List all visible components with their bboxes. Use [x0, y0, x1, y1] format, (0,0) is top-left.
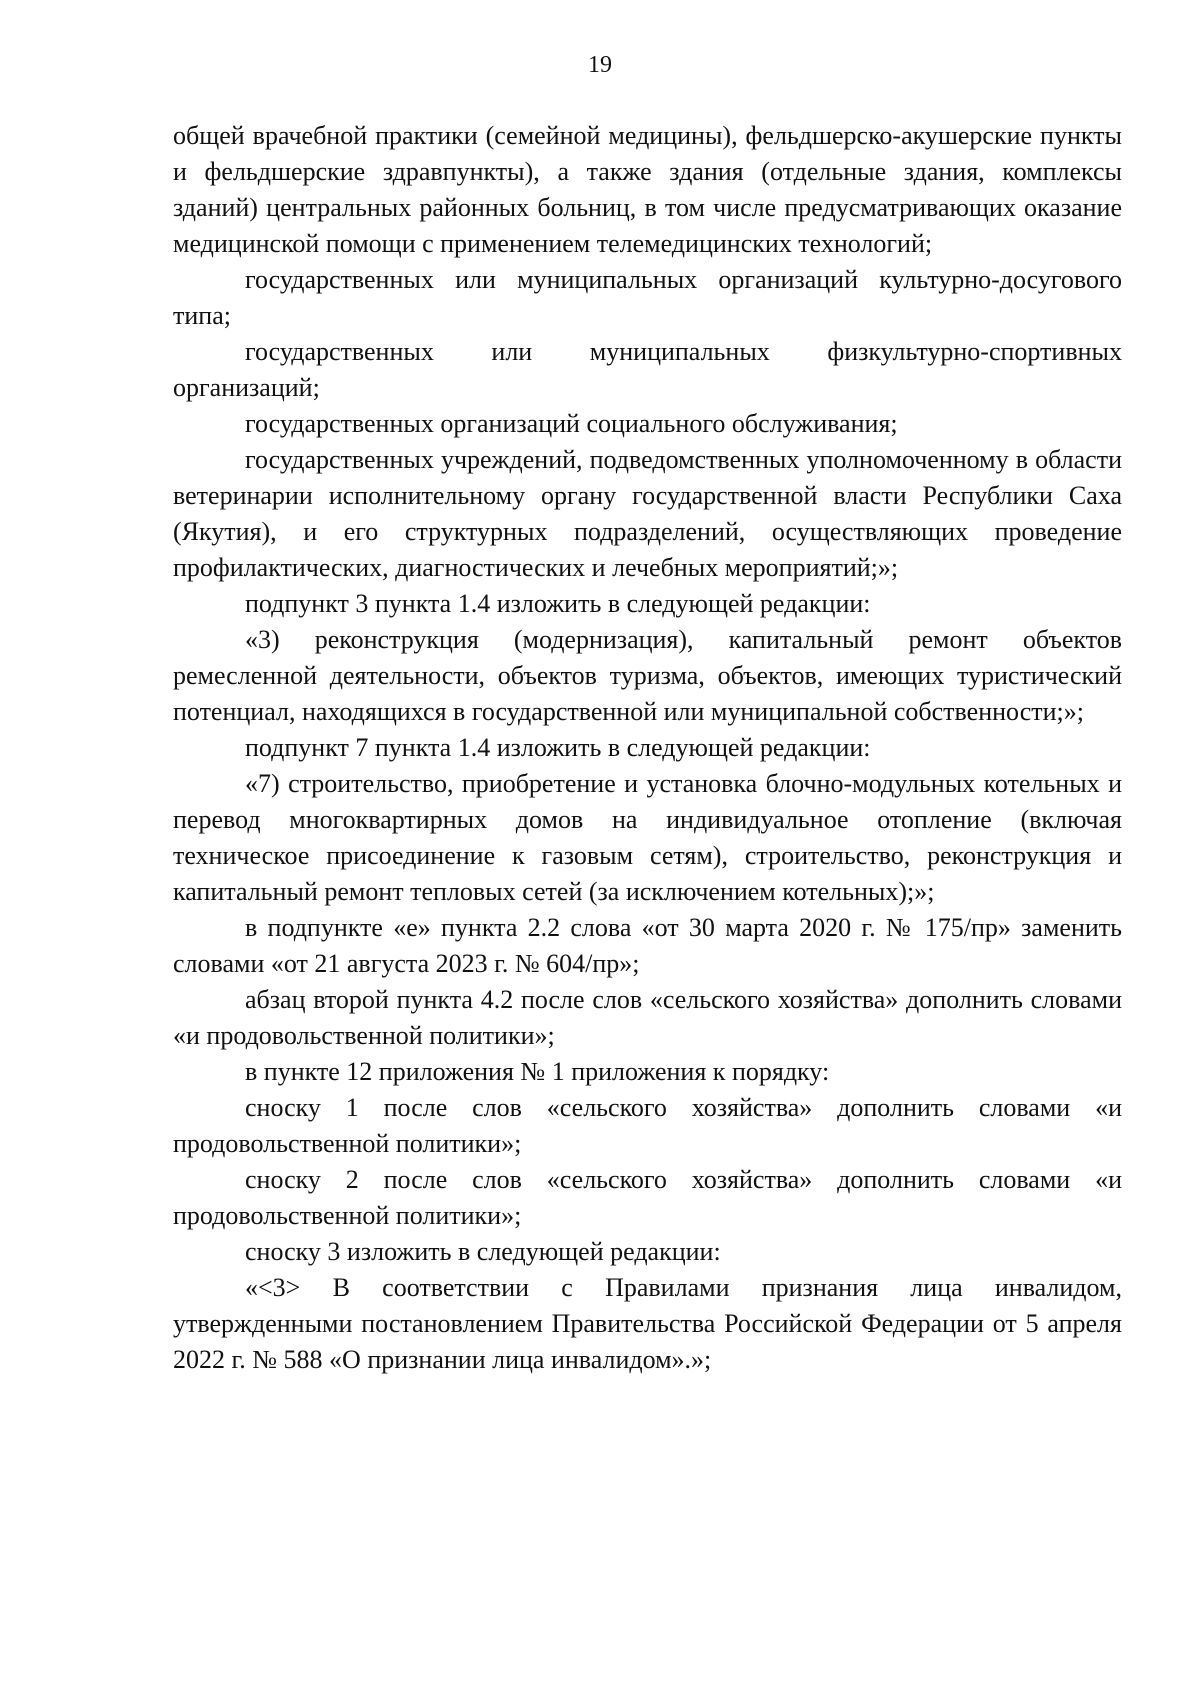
paragraph: государственных или муниципальных организаций культурно-досугового типа; [173, 265, 1122, 330]
document-body [173, 118, 1122, 1378]
paragraph: государственных организаций социального обслуживания; [245, 409, 898, 438]
paragraph: государственных или муниципальных физкультурно-спортивных организаций; [173, 337, 1122, 402]
paragraph: сноску 2 после слов «сельского хозяйства» дополнить словами «и продовольственной политики»; [173, 1165, 1122, 1230]
paragraph: «3) реконструкция (модернизация), капитальный ремонт объектов ремесленной деятельности, объектов туризма, объектов, имеющих туристический потенциал, находящихся в государственной или муниципальной собственности;»; [173, 625, 1122, 726]
paragraph: сноску 3 изложить в следующей редакции: [245, 1237, 721, 1266]
paragraph: абзац второй пункта 4.2 после слов «сельского хозяйства» дополнить словами «и продовольственной политики»; [173, 985, 1122, 1050]
paragraph: подпункт 3 пункта 1.4 изложить в следующей редакции: [245, 589, 871, 618]
paragraph: государственных учреждений, подведомственных уполномоченному в области ветеринарии исполнительному органу государственной власти Республики Саха (Якутия), и его структурных подразделений, осуществляющих проведение профилактических, диагностических и лечебных мероприятий;»; [173, 445, 1122, 582]
paragraph-continuation: общей врачебной практики (семейной медицины), фельдшерско-акушерские пункты и фельдшерские здравпункты), а также здания (отдельные здания, комплексы зданий) центральных районных больниц, в том числе предусматривающих оказание медицинской помощи с применением телемедицинских технологий; [173, 121, 1122, 258]
paragraph: подпункт 7 пункта 1.4 изложить в следующей редакции: [245, 733, 871, 762]
paragraph: «<3> В соответствии с Правилами признания лица инвалидом, утвержденными постановлением Правительства Российской Федерации от 5 апреля 2022 г. № 588 «О признании лица инвалидом».»; [173, 1273, 1122, 1374]
paragraph: в пункте 12 приложения № 1 приложения к порядку: [245, 1057, 830, 1086]
paragraph: сноску 1 после слов «сельского хозяйства» дополнить словами «и продовольственной политики»; [173, 1093, 1122, 1158]
paragraph: в подпункте «е» пункта 2.2 слова «от 30 марта 2020 г. № 175/пр» заменить словами «от 21 августа 2023 г. № 604/пр»; [173, 913, 1122, 978]
page-number: 19 [588, 52, 612, 78]
paragraph: «7) строительство, приобретение и установка блочно-модульных котельных и перевод многоквартирных домов на индивидуальное отопление (включая техническое присоединение к газовым сетям), строительство, реконструкция и капитальный ремонт тепловых сетей (за исключением котельных);»; [173, 769, 1122, 906]
